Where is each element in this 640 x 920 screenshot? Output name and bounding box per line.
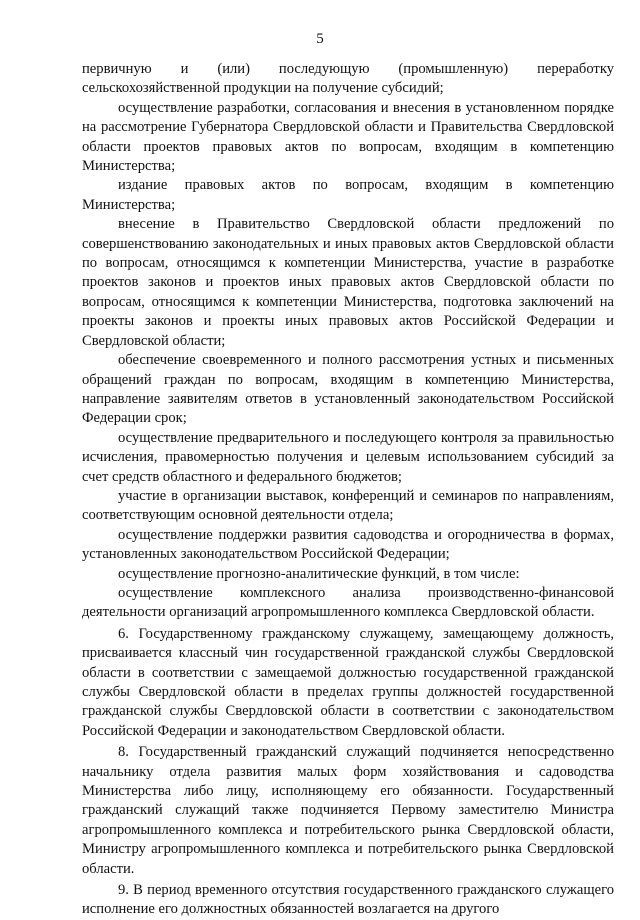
paragraph-exhibitions: участие в организации выставок, конференций и семинаров по направлениям, соответствующим основной деятельности отдела;	[82, 487, 614, 524]
paragraph-complex-analysis: осуществление комплексного анализа производственно-финансовой деятельности организаций агропромышленного комплекса Свердловской области.	[82, 584, 614, 621]
paragraph-gardening-support: осуществление поддержки развития садоводства и огородничества в формах, установленных законодательством Российской Федерации;	[82, 526, 614, 563]
page-number: 5	[316, 31, 324, 47]
paragraph-section-6: 6. Государственному гражданскому служащему, замещающему должность, присваивается классный чин государственной гражданской службы Свердловской области в соответствии с замещаемой должностью государственной гражданской службы Свердловской области в пределах группы должностей государственной гражданской службы Свердловской области в соответствии с законодательством Российской Федерации и законодательством Свердловской области.	[82, 625, 614, 739]
paragraph-drafting-acts: осуществление разработки, согласования и внесения в установленном порядке на рассмотрение Губернатора Свердловской области и Правительства Свердловской области проектов правовых актов по вопросам, входящим в компетенцию Министерства;	[82, 99, 614, 175]
paragraph-proposals: внесение в Правительство Свердловской области предложений по совершенствованию законодательных и иных правовых актов Свердловской области по вопросам, относящимся к компетенции Министерства, участие в разработке проектов законов и проектов иных правовых актов Свердловской области по вопросам, относящимся к компетенции Министерства, подготовка заключений на проекты законов и проекты иных правовых актов Российской Федерации и Свердловской области;	[82, 216, 614, 349]
paragraph-citizen-appeals: обеспечение своевременного и полного рассмотрения устных и письменных обращений граждан по вопросам, входящим в компетенцию Министерства, направление заявителям ответов в установленный законодательством Российской Федерации срок;	[82, 352, 614, 427]
paragraph-analytics: осуществление прогнозно-аналитические функций, в том числе:	[118, 565, 520, 582]
paragraph-continuation: первичную и (или) последующую (промышленную) переработку сельскохозяйственной продукции на получение субсидий;	[82, 61, 614, 97]
document-body	[82, 60, 614, 920]
paragraph-section-9: 9. В период временного отсутствия государственного гражданского служащего исполнение его должностных обязанностей возлагается на другого	[82, 882, 614, 918]
paragraph-issuing-acts: издание правовых актов по вопросам, входящим в компетенцию Министерства;	[82, 177, 614, 213]
paragraph-section-8: 8. Государственный гражданский служащий подчиняется непосредственно начальнику отдела развития малых форм хозяйствования и садоводства Министерства либо лицу, исполняющему его обязанности. Государственный гражданский служащий также подчиняется Первому заместителю Министра агропромышленного комплекса и потребительского рынка Свердловской области, Министру агропромышленного комплекса и потребительского рынка Свердловской области.	[82, 744, 614, 877]
paragraph-subsidy-control: осуществление предварительного и последующего контроля за правильностью исчисления, правомерностью получения и целевым использованием субсидий за счет средств областного и федерального бюджетов;	[82, 429, 614, 485]
